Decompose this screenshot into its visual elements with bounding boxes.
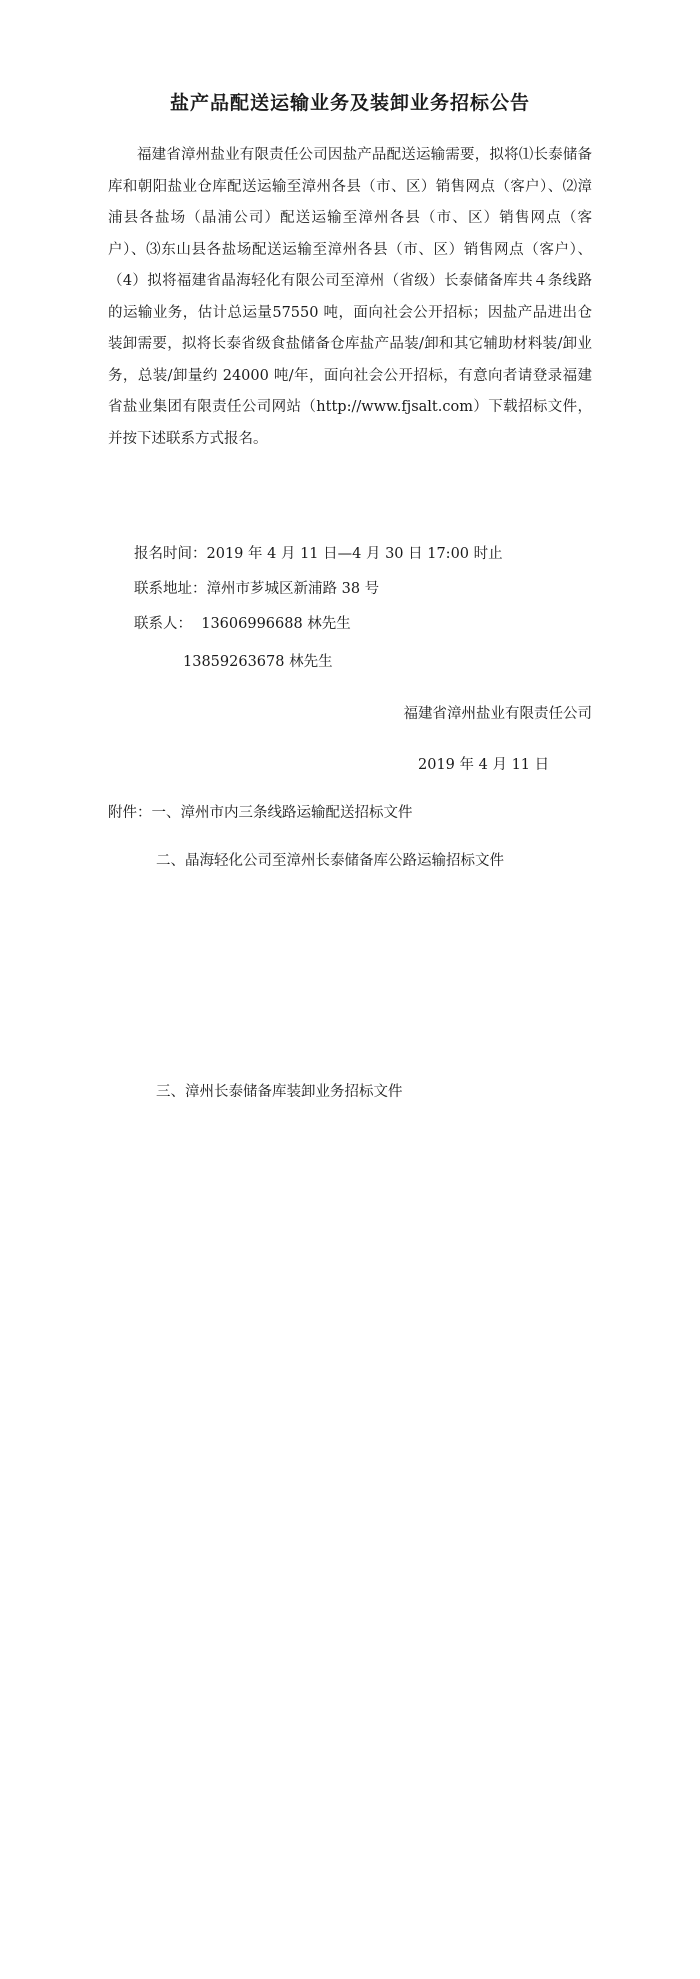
attachment-item-1: 附件：一、漳州市内三条线路运输配送招标文件 xyxy=(108,805,413,821)
document-title: 盐产品配送运输业务及装卸业务招标公告 xyxy=(169,92,530,114)
attachment-item-2: 二、晶海轻化公司至漳州长泰储备库公路运输招标文件 xyxy=(156,853,504,869)
announcement-body: 福建省漳州盐业有限责任公司因盐产品配送运输需要，拟将⑴长泰储备库和朝阳盐业仓库配送运输至漳州各县（市、区）销售网点（客户）、⑵漳浦县各盐场（晶浦公司）配送运输至漳州各县（市、区）销售网点（客户）、⑶东山县各盐场配送运输至漳州各县（市、区）销售网点（客户）、（4）拟将福建省晶海轻化有限公司至漳州（省级）长泰储备库共４条线路的运输业务，估计总运量57550 吨，面向社会公开招标；因盐产品进出仓装卸需要，拟将长泰省级食盐储备仓库盐产品装/卸和其它辅助材料装/卸业务，总装/卸量约 24000 吨/年，面向社会公开招标，有意向者请登录福建省盐业集团有限责任公司网站（http://www.fjsalt.com）下载招标文件，并按下述联系方式报名。 xyxy=(108,147,592,447)
attachment-item-3: 三、漳州长泰储备库装卸业务招标文件 xyxy=(156,1084,403,1100)
registration-deadline: 报名时间：2019 年 4 月 11 日—4 月 30 日 17:00 时止 xyxy=(134,546,503,562)
contact-person-2: 13859263678 林先生 xyxy=(183,654,333,670)
contact-address: 联系地址：漳州市芗城区新浦路 38 号 xyxy=(134,581,380,597)
contact-person-1: 联系人： 13606996688 林先生 xyxy=(134,616,351,632)
issue-date: 2019 年 4 月 11 日 xyxy=(418,757,550,773)
issuing-organization: 福建省漳州盐业有限责任公司 xyxy=(403,706,592,722)
